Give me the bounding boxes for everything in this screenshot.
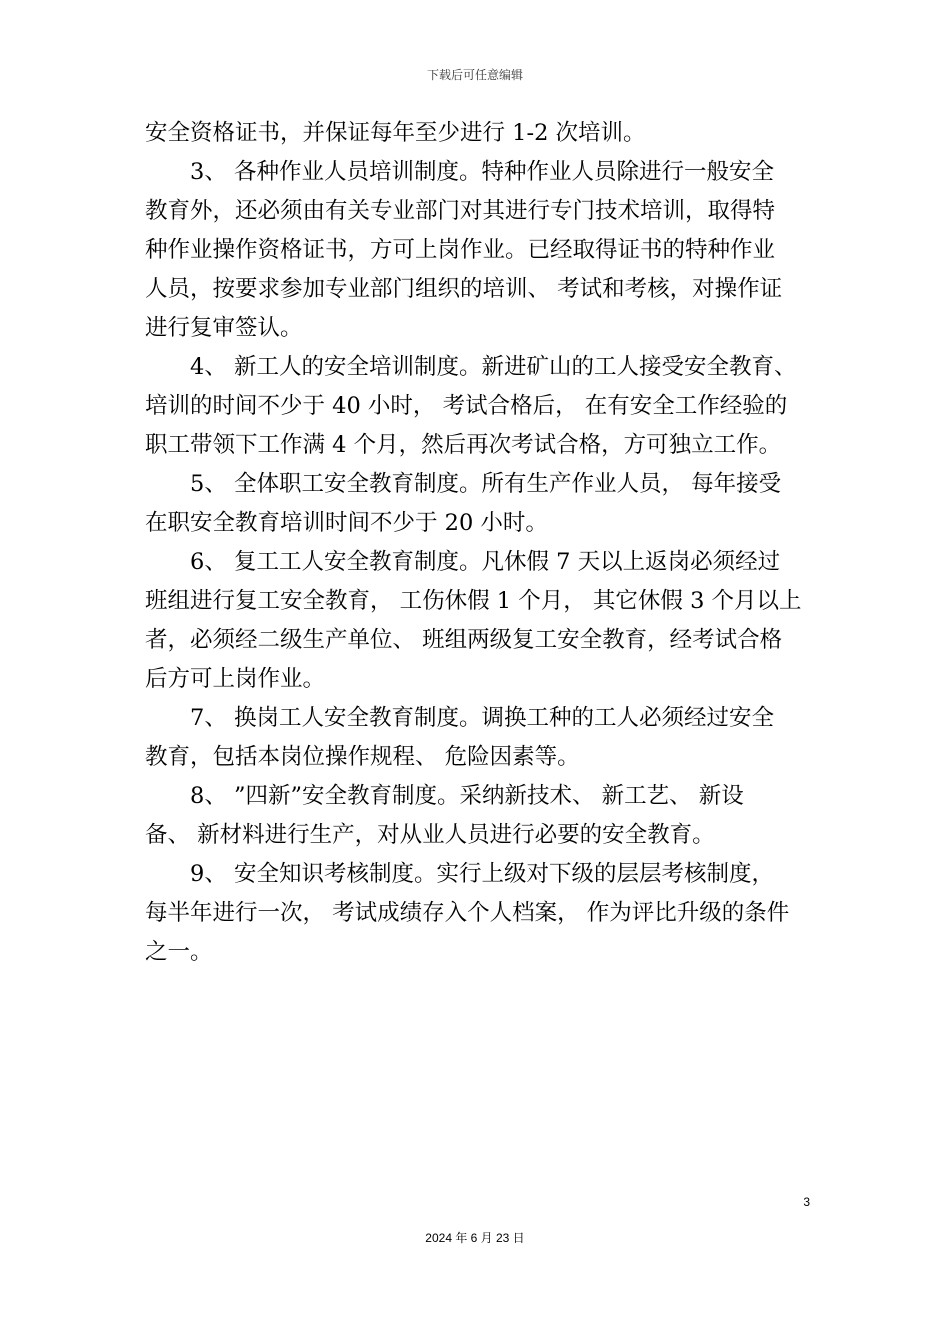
text-line-22: 之一。: [145, 939, 213, 965]
text-line-2: 3、 各种作业人员培训制度。特种作业人员除进行一般安全: [190, 159, 774, 185]
page-header: 下载后可任意编辑: [426, 68, 523, 82]
text-line-9: 职工带领下工作满 4 个月，然后再次考试合格，方可独立工作。: [145, 432, 782, 458]
text-line-15: 后方可上岗作业。: [145, 666, 326, 692]
text-line-1: 安全资格证书，并保证每年至少进行 1-2 次培训。: [145, 120, 646, 146]
text-line-14: 者，必须经二级生产单位、 班组两级复工安全教育，经考试合格: [145, 627, 783, 653]
text-line-20: 9、 安全知识考核制度。实行上级对下级的层层考核制度，: [190, 861, 774, 887]
text-line-8: 培训的时间不少于 40 小时， 考试合格后， 在有安全工作经验的: [145, 393, 788, 419]
page-number: 3: [803, 1195, 810, 1209]
text-line-4: 种作业操作资格证书，方可上岗作业。已经取得证书的特种作业: [145, 237, 776, 263]
text-line-3: 教育外，还必须由有关专业部门对其进行专门技术培训，取得特: [145, 198, 776, 224]
text-line-12: 6、 复工工人安全教育制度。凡休假 7 天以上返岗必须经过: [190, 549, 781, 575]
document-body: [145, 114, 815, 972]
text-line-7: 4、 新工人的安全培训制度。新进矿山的工人接受安全教育、: [190, 354, 797, 380]
text-line-16: 7、 换岗工人安全教育制度。调换工种的工人必须经过安全: [190, 705, 774, 731]
text-line-13: 班组进行复工安全教育， 工伤休假 1 个月， 其它休假 3 个月以上: [145, 588, 802, 614]
text-line-17: 教育，包括本岗位操作规程、 危险因素等。: [145, 744, 580, 770]
footer-date: 2024 年 6 月 23 日: [425, 1231, 525, 1245]
text-line-11: 在职安全教育培训时间不少于 20 小时。: [145, 510, 548, 536]
text-line-6: 进行复审签认。: [145, 315, 303, 341]
text-line-10: 5、 全体职工安全教育制度。所有生产作业人员， 每年接受: [190, 471, 782, 497]
text-line-18: 8、 ”四新”安全教育制度。采纳新技术、 新工艺、 新设: [190, 783, 744, 809]
text-line-5: 人员，按要求参加专业部门组织的培训、 考试和考核，对操作证: [145, 276, 783, 302]
text-line-19: 备、 新材料进行生产，对从业人员进行必要的安全教育。: [145, 822, 715, 848]
text-line-21: 每半年进行一次， 考试成绩存入个人档案， 作为评比升级的条件: [145, 900, 790, 926]
